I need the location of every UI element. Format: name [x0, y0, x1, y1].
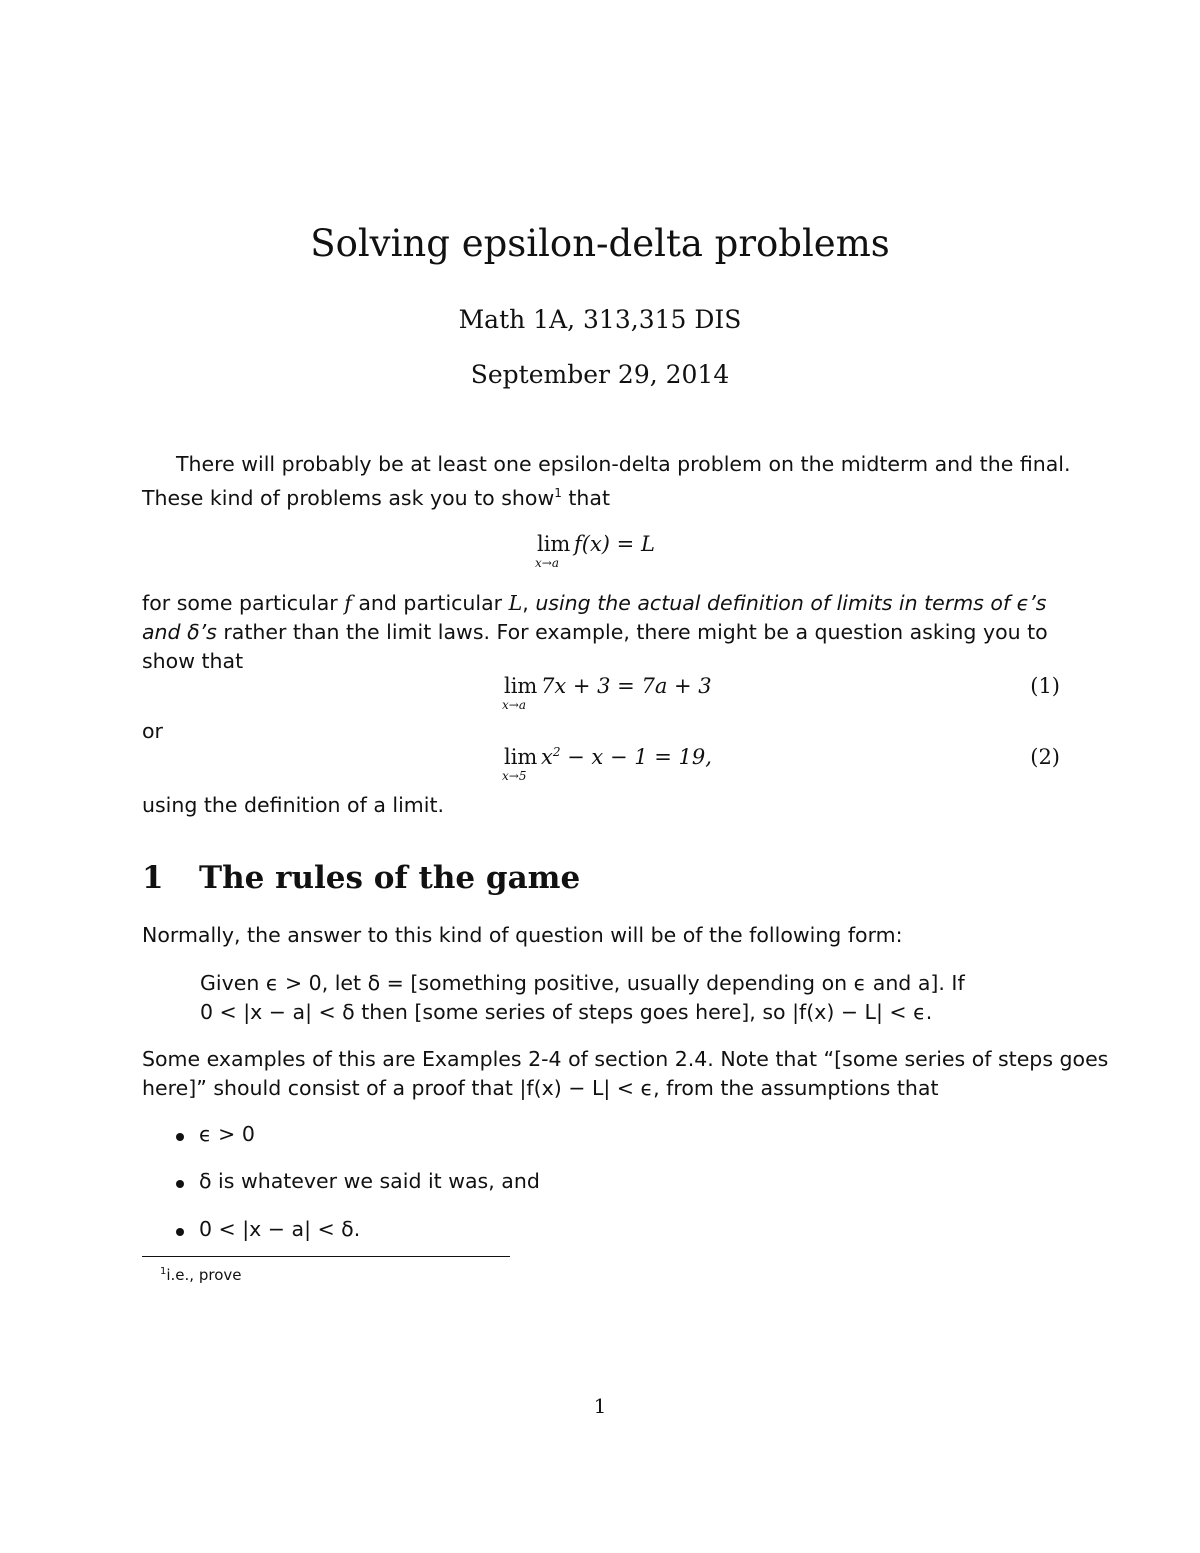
eq2-rest: − x − 1 = 19, [560, 745, 712, 769]
quote-block [200, 969, 1030, 1027]
section-title: The rules of the game [199, 860, 581, 896]
eq1-subscript: x→a [502, 698, 526, 712]
eq1-body: 7x + 3 = 7a + 3 [541, 674, 712, 698]
bullet-icon [176, 1228, 184, 1236]
equation-1 [142, 674, 1060, 714]
eq2-op: lim [504, 745, 538, 769]
list-item-text: ϵ > 0 [199, 1122, 255, 1146]
intro-paragraph [142, 450, 1071, 513]
paper-date: September 29, 2014 [470, 360, 730, 389]
eq1-op: lim [504, 674, 538, 698]
bullet-icon [176, 1133, 184, 1141]
normally-paragraph: Normally, the answer to this kind of question will be of the following form: [142, 923, 903, 947]
footnote-text: i.e., prove [166, 1266, 242, 1284]
examples-paragraph [142, 1045, 1109, 1103]
definition-paragraph [142, 589, 1060, 676]
definition-line-2 [142, 618, 1060, 647]
footnote-mark: 1 [160, 1266, 167, 1277]
emphasis-text: using the actual definition of limits in terms of ϵ’s [535, 591, 1047, 615]
eq2-body [541, 745, 712, 769]
examples-line-2: here]” should consist of a proof that |f(x) − L| < ϵ, from the assumptions that [142, 1076, 939, 1100]
list-item-text: 0 < |x − a| < δ. [199, 1217, 361, 1241]
section-number: 1 [142, 860, 164, 896]
intro-text-a: These kind of problems ask you to show [142, 485, 555, 510]
examples-line-1: Some examples of this are Examples 2-4 of section 2.4. Note that “[some series of steps goes [142, 1047, 1109, 1071]
or-text: or [142, 719, 163, 743]
text-span: , [522, 591, 536, 615]
footnote [160, 1266, 242, 1284]
quote-line-1: Given ϵ > 0, let δ = [something positive, usually depending on ϵ and a]. If [200, 971, 965, 995]
intro-line-1: There will probably be at least one epsilon-delta problem on the midterm and the final. [176, 452, 1071, 476]
limit-op: lim [537, 532, 571, 556]
intro-text-b: that [561, 485, 611, 510]
math-f: f [344, 591, 352, 615]
after-equations: using the definition of a limit. [142, 793, 445, 817]
footnote-rule [142, 1256, 510, 1257]
list-item-text: δ is whatever we said it was, and [199, 1169, 540, 1193]
math-L: L [508, 591, 523, 615]
definition-line-1 [142, 589, 1060, 618]
eq1-number: (1) [1030, 674, 1060, 698]
intro-line-2 [142, 479, 1060, 513]
display-limit [142, 532, 1060, 572]
eq2-number: (2) [1030, 745, 1060, 769]
limit-subscript: x→a [535, 556, 559, 570]
quote-line-2: 0 < |x − a| < δ then [some series of steps goes here], so |f(x) − L| < ϵ. [200, 1000, 933, 1024]
eq2-exponent: 2 [552, 745, 561, 759]
text-span: rather than the limit laws. For example, there might be a question asking you to [216, 620, 1048, 644]
eq2-base: x [541, 745, 553, 769]
page-number: 1 [593, 1394, 607, 1418]
definition-line-3: show that [142, 649, 244, 673]
section-heading [142, 860, 580, 896]
emphasis-text: and δ’s [142, 620, 217, 644]
eq2-subscript: x→5 [502, 769, 527, 783]
paper-title: Solving epsilon-delta problems [310, 222, 890, 265]
limit-body: f(x) = L [574, 532, 655, 556]
text-span: and particular [351, 591, 509, 615]
text-span: for some particular [142, 591, 345, 615]
footnote-ref[interactable]: 1 [554, 486, 562, 500]
equation-2 [142, 745, 1060, 785]
paper-author: Math 1A, 313,315 DIS [458, 305, 742, 334]
bullet-icon [176, 1180, 184, 1188]
